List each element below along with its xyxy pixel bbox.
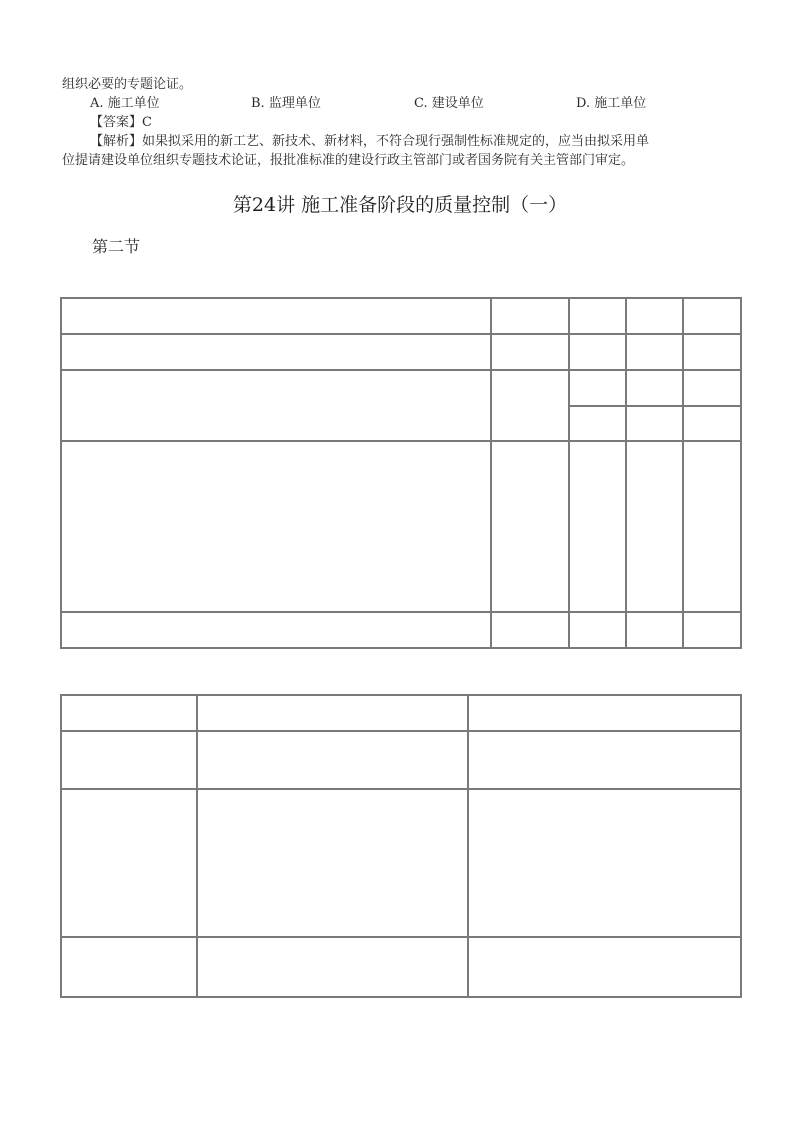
table-cell (626, 612, 683, 648)
table-cell (197, 937, 468, 997)
table-cell (61, 695, 197, 731)
table-cell (197, 731, 468, 789)
option-b: B. 监理单位 (251, 96, 321, 111)
table-cell (61, 441, 491, 612)
table-row (61, 937, 741, 997)
table-cell (61, 731, 197, 789)
table-cell (569, 298, 626, 334)
table-cell (683, 370, 741, 406)
option-d: D. 施工单位 (576, 96, 647, 111)
table-cell (683, 441, 741, 612)
table-cell (61, 370, 491, 441)
table-cell (61, 334, 491, 370)
table-cell (626, 406, 683, 441)
section-label: 第二节 (92, 237, 141, 256)
table-cell (468, 695, 741, 731)
table-cell (569, 334, 626, 370)
table-cell (683, 612, 741, 648)
table-cell (626, 334, 683, 370)
table-cell (569, 370, 626, 406)
table-row (61, 298, 741, 334)
table-row (61, 441, 741, 612)
table-cell (468, 789, 741, 937)
table-cell (683, 334, 741, 370)
table-row (61, 370, 741, 406)
table-cell (491, 612, 569, 648)
lecture-title: 第24讲 施工准备阶段的质量控制（一） (232, 194, 568, 216)
table-row (61, 334, 741, 370)
table-row (61, 731, 741, 789)
table-cell (491, 334, 569, 370)
table-cell (61, 612, 491, 648)
table-cell (626, 298, 683, 334)
table-cell (491, 370, 569, 441)
table-cell (197, 789, 468, 937)
table-cell (569, 441, 626, 612)
question-tail: 组织必要的专题论证。 (62, 77, 193, 92)
table-row (61, 695, 741, 731)
table-cell (61, 298, 491, 334)
table-cell (569, 406, 626, 441)
option-c: C. 建设单位 (414, 96, 484, 111)
table-cell (61, 937, 197, 997)
table-cell (468, 731, 741, 789)
table-cell (683, 406, 741, 441)
analysis-line-2: 位提请建设单位组织专题技术论证，报批准标准的建设行政主管部门或者国务院有关主管部门审定。 (62, 153, 635, 168)
table-cell (197, 695, 468, 731)
empty-table-2 (60, 694, 742, 998)
table-cell (491, 441, 569, 612)
table-cell (626, 441, 683, 612)
analysis-line-1: 【解析】如果拟采用的新工艺、新技术、新材料，不符合现行强制性标准规定的，应当由拟采用单 (90, 134, 650, 149)
table-cell (61, 789, 197, 937)
table-row (61, 612, 741, 648)
table-cell (683, 298, 741, 334)
table-cell (569, 612, 626, 648)
table-row (61, 789, 741, 937)
table-cell (468, 937, 741, 997)
table-cell (491, 298, 569, 334)
answer-line: 【答案】C (90, 115, 152, 130)
table-cell (626, 370, 683, 406)
empty-table-1 (60, 297, 742, 649)
option-a: A. 施工单位 (90, 96, 160, 111)
